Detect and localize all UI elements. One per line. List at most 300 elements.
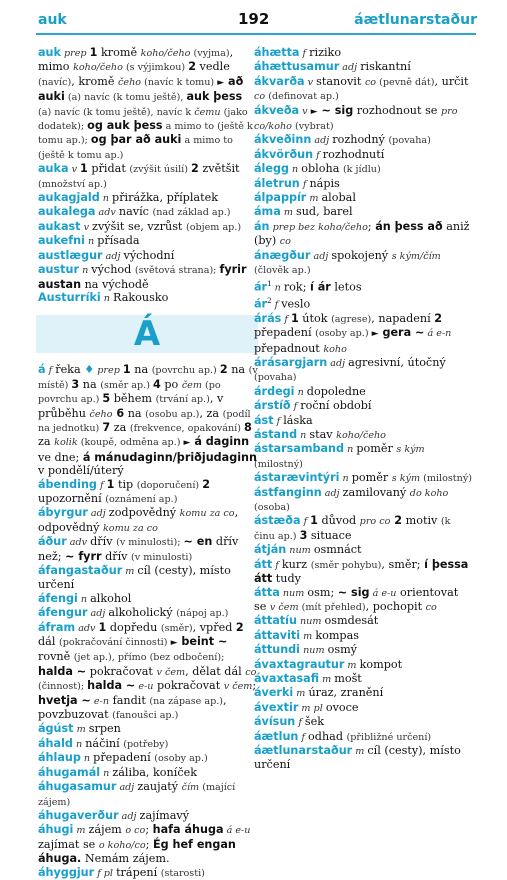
- translation: alobal: [321, 191, 356, 205]
- translation: za: [110, 420, 130, 434]
- headword: aukefni: [38, 234, 85, 248]
- translation: , povzbuzovat: [38, 693, 227, 722]
- grammar-label: num: [279, 587, 308, 599]
- translation: na východě: [81, 277, 149, 291]
- dictionary-entry: [254, 643, 474, 657]
- dictionary-entry: [254, 133, 474, 147]
- entries-au: [38, 46, 258, 305]
- dictionary-entry: [254, 249, 474, 278]
- grammar-label: v čem: [269, 601, 299, 613]
- gloss-note: (směr ap.): [100, 379, 153, 391]
- grammar-label: co: [279, 236, 291, 248]
- dictionary-entry: [38, 606, 258, 620]
- gloss-note: (vybrat): [291, 121, 334, 133]
- headword: ávísun: [254, 715, 296, 729]
- dictionary-entry: [254, 177, 474, 191]
- phrase: og þar að auki: [90, 133, 182, 147]
- grammar-label: m: [319, 673, 335, 685]
- translation: záliba, koníček: [112, 765, 197, 779]
- phrase: Ég hef engan áhuga.: [38, 837, 236, 866]
- translation: osmdesát: [324, 614, 379, 628]
- dictionary-entry: [254, 629, 474, 643]
- grammar-label: adj: [87, 508, 109, 520]
- sense-number: 2: [202, 477, 210, 491]
- gloss-note: (v minulosti): [131, 551, 193, 563]
- dictionary-entry: [254, 385, 474, 399]
- translation: kurz: [281, 557, 311, 571]
- gloss-note: (v minulosti);: [116, 537, 184, 549]
- translation: agresivní, útočný: [348, 356, 446, 369]
- grammar-label: f: [272, 559, 282, 571]
- translation: zvýšit se, vzrůst: [92, 219, 186, 233]
- headword: árdegi: [254, 384, 295, 398]
- grammar-label: čem: [181, 379, 202, 391]
- dictionary-entry: [38, 780, 258, 809]
- translation: cíl (cesty), místo určení: [38, 564, 231, 592]
- translation: upozornění: [38, 491, 106, 505]
- translation: , v průběhu: [38, 392, 224, 420]
- gloss-note: (definovat ap.): [265, 91, 339, 103]
- sense-number: 4: [153, 377, 161, 391]
- translation: roční období: [300, 399, 372, 413]
- sense-number: 2: [219, 363, 228, 377]
- dictionary-entry: [254, 514, 474, 543]
- grammar-label: m: [352, 745, 368, 757]
- translation: obloha: [301, 162, 343, 176]
- grammar-label: n: [100, 292, 114, 304]
- translation: srpen: [88, 722, 121, 736]
- grammar-label: f pl: [94, 867, 117, 879]
- phrase: beint ~: [177, 635, 228, 649]
- sense-number: 1: [106, 477, 115, 491]
- translation: osmnáct: [313, 543, 362, 557]
- phrase: gera ~: [378, 326, 425, 340]
- grammar-label: n: [339, 473, 352, 485]
- sense-number: 2: [390, 514, 403, 528]
- translation: po: [160, 377, 182, 391]
- grammar-label: čemu: [194, 106, 221, 118]
- translation: alkoholický: [108, 606, 177, 620]
- gloss-note: (jet ap.), přímo (bez odbočení);: [73, 652, 225, 664]
- gloss-note: (množství ap.): [38, 178, 107, 190]
- grammar-label: v čem: [223, 681, 253, 693]
- translation: zájem: [88, 823, 126, 837]
- gloss-note: (milostný): [254, 458, 303, 470]
- translation: rovně: [38, 650, 74, 664]
- gloss-note: (frekvence, opakování): [129, 422, 245, 434]
- headword: áður: [38, 535, 67, 549]
- dictionary-entry: [38, 564, 258, 592]
- headword: án: [254, 219, 270, 233]
- headword: árstíð: [254, 399, 291, 413]
- gloss-note: (a) navíc (k tomu ještě),: [64, 92, 187, 104]
- homograph-number: 1: [267, 279, 272, 288]
- grammar-label: v: [304, 76, 317, 88]
- headword: aukalega: [38, 205, 96, 219]
- page-header: [0, 0, 507, 36]
- translation: přepadnout: [254, 341, 324, 355]
- dictionary-entry: [254, 486, 474, 515]
- gloss-note: (k činu ap.): [254, 516, 451, 542]
- gloss-note: (trvání ap.): [155, 394, 210, 406]
- translation: náčiní: [85, 736, 124, 750]
- dictionary-entry: [38, 478, 258, 507]
- gloss-note: (zvýšit úsilí): [129, 164, 192, 176]
- grammar-label: adv: [95, 207, 119, 219]
- grammar-label: pro co/koho: [254, 105, 458, 133]
- headword: ágúst: [38, 722, 74, 736]
- phrase: auk þess: [186, 90, 243, 104]
- headword: ánægður: [254, 248, 311, 262]
- grammar-label: prep: [94, 365, 123, 377]
- translation: sud, barel: [295, 205, 353, 219]
- dictionary-entry: [254, 60, 474, 74]
- sense-number: 3: [299, 528, 308, 542]
- headword: áverki: [254, 686, 294, 700]
- dictionary-entry: [254, 471, 474, 485]
- headword: ávaxtasafi: [254, 671, 320, 685]
- grammar-label: f: [271, 299, 282, 311]
- gloss-note: (v místě): [38, 365, 258, 391]
- headword: ábyrgur: [38, 506, 88, 520]
- headword: áfengur: [38, 606, 88, 620]
- grammar-label: co: [425, 601, 437, 613]
- headword: austlægur: [38, 248, 103, 262]
- headword: áhættusamur: [254, 60, 340, 74]
- translation: přidat: [87, 162, 130, 176]
- grammar-label: f: [298, 731, 309, 743]
- translation: láska: [283, 413, 313, 427]
- phrase: ~ sig: [317, 103, 354, 117]
- translation: orientovat se: [254, 585, 459, 613]
- translation: pokračovat: [86, 664, 157, 678]
- phrase: í ár: [310, 280, 331, 294]
- headword: áætlunarstaður: [254, 743, 353, 757]
- grammar-label: á e-u: [223, 825, 251, 837]
- dictionary-entry: [38, 722, 258, 736]
- grammar-label: do koho: [409, 487, 449, 499]
- dictionary-entry: [254, 148, 474, 162]
- page-number: 192: [238, 10, 270, 28]
- translation: na: [124, 406, 146, 420]
- headword: auka: [38, 162, 69, 176]
- translation: cíl (cesty), místo určení: [254, 743, 461, 772]
- headword: ástfanginn: [254, 485, 322, 499]
- dictionary-entry: [38, 592, 258, 606]
- headword: á: [38, 363, 46, 377]
- headword: ást: [254, 413, 274, 427]
- gloss-note: (na zápase ap.): [149, 695, 224, 707]
- phrase: að auki: [38, 74, 244, 104]
- phrase-marker: ►: [217, 77, 225, 88]
- dictionary-entry: [254, 104, 474, 134]
- translation: poměr: [351, 471, 392, 485]
- gloss-note: (osoby ap.): [154, 753, 208, 765]
- grammar-label: pro co: [359, 516, 391, 528]
- gloss-note: (po povrchu ap.): [38, 379, 221, 406]
- translation: , kromě: [71, 74, 119, 88]
- sense-number: 5: [102, 392, 111, 406]
- grammar-label: n: [79, 265, 92, 277]
- translation: přísada: [97, 234, 140, 248]
- headword: ávaxtagrautur: [254, 657, 345, 671]
- translation: rozhodný: [332, 133, 389, 147]
- translation: spokojený: [331, 248, 392, 262]
- headword: Austurríki: [38, 290, 101, 304]
- gloss-note: (navíc k tomu): [141, 76, 218, 88]
- grammar-label: á e-u: [369, 587, 397, 599]
- guide-word-right: áætlunarstaður: [354, 12, 477, 28]
- headword: áhyggjur: [38, 865, 95, 879]
- translation: pokračovat: [153, 679, 224, 693]
- dictionary-entry: [38, 291, 258, 305]
- grammar-label: adv: [66, 537, 91, 549]
- dictionary-entry: [254, 191, 474, 205]
- phrase: halda ~: [38, 664, 87, 678]
- translation: zamilovaný: [342, 485, 410, 499]
- dictionary-entry: [254, 672, 474, 686]
- dictionary-entry: [254, 543, 474, 557]
- translation: riskantní: [360, 60, 411, 74]
- translation: rozhodnout se: [353, 103, 441, 117]
- translation: ;: [367, 219, 376, 233]
- grammar-label: komu za co: [102, 522, 158, 534]
- translation: navíc: [118, 205, 153, 219]
- sense-number: 7: [102, 420, 111, 434]
- translation: rok;: [283, 280, 311, 294]
- headword: áfengi: [38, 591, 78, 605]
- grammar-label: f: [96, 479, 107, 491]
- grammar-label: n: [80, 753, 94, 765]
- headword: áfram: [38, 620, 76, 634]
- phrase: ~ sig: [337, 585, 370, 599]
- translation: tudy: [272, 572, 301, 586]
- translation: dřív: [90, 535, 117, 549]
- grammar-label: n: [100, 767, 113, 779]
- guide-word-left: auk: [38, 12, 67, 28]
- gloss-note: (přibližné určení): [346, 731, 432, 743]
- gloss-note: (k jídlu): [342, 164, 381, 176]
- dictionary-entry: [254, 414, 474, 428]
- grammar-label: n: [84, 236, 98, 248]
- headword: ♦: [84, 363, 95, 377]
- translation: , napadení: [371, 311, 435, 325]
- translation: rozhodnutí: [322, 147, 385, 161]
- headword: átján: [254, 543, 287, 557]
- grammar-label: n: [289, 164, 302, 176]
- sense-number: 8: [244, 420, 252, 434]
- translation: kromě: [97, 46, 141, 59]
- translation: šek: [304, 715, 325, 729]
- translation: úraz, zranění: [308, 686, 384, 700]
- gloss-note: (povrchu ap.): [151, 365, 220, 377]
- translation: situace: [307, 528, 352, 542]
- phrase-marker: ►: [183, 438, 191, 449]
- dictionary-entry: [38, 234, 258, 248]
- translation: dopoledne: [306, 384, 366, 398]
- dictionary-entry: [38, 809, 258, 823]
- grammar-label: f: [273, 415, 284, 427]
- translation: přirážka, příplatek: [112, 191, 218, 205]
- grammar-label: m: [306, 193, 322, 205]
- headword: auk: [38, 46, 61, 59]
- translation: riziko: [309, 46, 342, 59]
- translation: zajímavý: [139, 808, 190, 822]
- gloss-note: (potřeby): [123, 738, 169, 750]
- headword: ákveðinn: [254, 133, 312, 147]
- dictionary-entry: [254, 614, 474, 628]
- dictionary-entry: [38, 506, 258, 535]
- translation: dál: [38, 635, 59, 649]
- section-letter-box: [36, 315, 258, 353]
- grammar-label: co: [254, 91, 266, 103]
- sense-number: 1: [98, 620, 107, 634]
- grammar-label: n: [294, 386, 307, 398]
- phrase: ~ en: [183, 535, 213, 549]
- gloss-note: (směr): [160, 622, 193, 634]
- headword: ákvarða: [254, 74, 305, 88]
- headword: ástand: [254, 428, 298, 442]
- grammar-label: num: [300, 645, 328, 657]
- grammar-label: m: [344, 659, 360, 671]
- gloss-note: (objem ap.): [186, 221, 242, 233]
- headword: áma: [254, 205, 281, 219]
- dictionary-entry: [254, 162, 474, 176]
- headword: aukast: [38, 219, 81, 233]
- translation: , směr;: [381, 557, 425, 571]
- grammar-label: čím: [181, 782, 200, 794]
- translation: trápení: [116, 865, 161, 879]
- phrase-marker: ►: [371, 329, 379, 340]
- phrase: á mánudaginn/þriðjudaginn: [82, 450, 257, 464]
- grammar-label: v: [299, 105, 311, 117]
- translation: ;: [145, 823, 153, 837]
- left-column: [38, 46, 258, 880]
- headword: aukagjald: [38, 191, 100, 205]
- translation: motiv: [402, 514, 441, 528]
- dictionary-entry: [38, 866, 258, 880]
- gloss-note: (mít přehled): [298, 601, 366, 613]
- translation: útok: [298, 311, 332, 325]
- translation: veslo: [281, 297, 311, 311]
- grammar-label: v: [68, 164, 81, 176]
- translation: v pondělí/úterý: [38, 464, 124, 478]
- translation: osmý: [327, 643, 357, 657]
- gloss-note: (směr pohybu): [310, 559, 382, 571]
- grammar-label: s kým/čím: [391, 250, 441, 262]
- grammar-label: koho/čeho: [318, 221, 368, 233]
- grammar-label: adj: [327, 358, 349, 369]
- grammar-label: f: [281, 313, 291, 325]
- translation: dřív: [101, 549, 132, 563]
- headword: áttaviti: [254, 628, 301, 642]
- gloss-note: (nad základ ap.): [152, 207, 231, 219]
- headword: álegg: [254, 162, 289, 176]
- gloss-note: (nápoj ap.): [176, 608, 229, 620]
- headword: áætlun: [254, 729, 299, 743]
- gloss-note: (doporučení): [136, 479, 203, 491]
- dictionary-entry: [38, 766, 258, 780]
- grammar-label: adj: [87, 608, 109, 620]
- dictionary-entry: [254, 701, 474, 715]
- gloss-note: (vyjma): [190, 48, 230, 59]
- grammar-label: m pl: [298, 702, 326, 714]
- translation: nápis: [309, 176, 340, 190]
- sense-number: 2: [434, 311, 443, 325]
- translation: , odpovědný: [38, 506, 239, 534]
- dictionary-entry: [38, 162, 258, 191]
- dictionary-entry: [254, 356, 474, 385]
- gloss-note: (a) navíc (k tomu ještě), navíc k: [38, 106, 195, 118]
- translation: během: [110, 392, 156, 406]
- grammar-label: adj: [102, 250, 124, 262]
- translation: letos: [330, 280, 362, 294]
- sense-number: 6: [112, 406, 125, 420]
- sense-number: 1: [290, 311, 299, 325]
- grammar-label: čeho: [89, 408, 113, 420]
- headword: ár: [254, 280, 268, 294]
- headword: ákvörðun: [254, 147, 314, 161]
- translation: na: [130, 363, 152, 377]
- headword: áhlaup: [38, 751, 81, 765]
- dictionary-entry: [38, 191, 258, 205]
- grammar-label: m: [73, 724, 89, 736]
- gloss-note: (osobu ap.): [145, 408, 200, 420]
- dictionary-entry: [38, 363, 258, 477]
- dictionary-entry: [254, 428, 474, 442]
- grammar-label: o koho/co: [98, 839, 146, 851]
- translation: , určit: [434, 74, 469, 88]
- translation: přepadení: [93, 751, 155, 765]
- translation: zodpovědný: [108, 506, 180, 520]
- translation: ve dne;: [38, 450, 83, 464]
- headword: áttundi: [254, 643, 301, 657]
- grammar-label: čeho: [118, 76, 142, 88]
- grammar-label: num: [286, 545, 314, 557]
- phrase: halda ~: [87, 679, 136, 693]
- grammar-label: adj: [116, 782, 138, 794]
- dictionary-entry: [254, 312, 474, 356]
- gloss-note: (agrese): [331, 313, 372, 325]
- grammar-label: f: [299, 48, 310, 59]
- translation: dřív než;: [38, 535, 239, 563]
- dictionary-entry: [254, 686, 474, 700]
- headword: ár: [254, 297, 268, 311]
- gloss-note: (oznámení ap.): [105, 493, 178, 505]
- gloss-note: (s výjimkou): [122, 62, 189, 74]
- phrase: á daginn: [190, 435, 250, 449]
- dictionary-entry: [254, 220, 474, 249]
- dictionary-entry: [254, 442, 474, 471]
- gloss-note: (starosti): [160, 867, 205, 879]
- gloss-note: (pevně dát): [376, 76, 435, 88]
- grammar-label: v: [80, 221, 93, 233]
- phrase: fyrir austan: [38, 263, 247, 291]
- headword: ástæða: [254, 514, 301, 528]
- headword: átt: [254, 557, 273, 571]
- dictionary-entry: [38, 263, 258, 291]
- sense-number: 1: [122, 363, 131, 377]
- gloss-note: (navíc): [38, 76, 72, 88]
- section-letter: Á: [133, 314, 161, 355]
- phrase: ~ fyrr: [65, 549, 102, 563]
- grammar-label: komu za co: [179, 508, 235, 520]
- sense-number: 1: [89, 46, 98, 59]
- entries-a-acute-continued: [254, 46, 474, 772]
- translation: zajímat se: [38, 837, 99, 851]
- sense-number: 1: [310, 514, 318, 528]
- sense-number: 2: [191, 162, 199, 176]
